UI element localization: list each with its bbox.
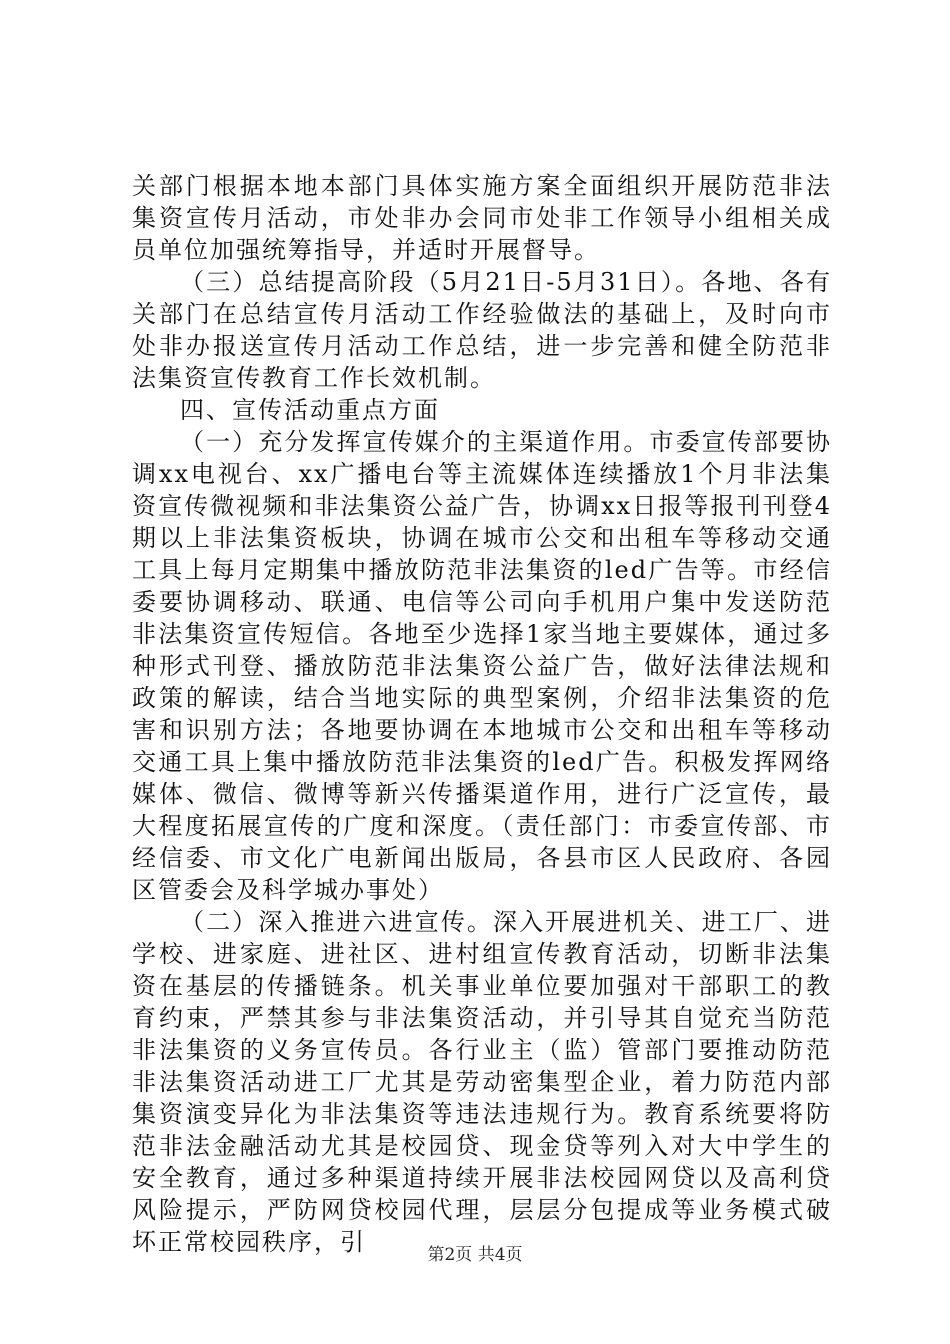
paragraph-3: （一）充分发挥宣传媒介的主渠道作用。市委宣传部要协调xx电视台、xx广播电台等主流媒体连续播放1个月非法集资宣传微视频和非法集资公益广告，协调xx日报等报刊刊登4期以上非法集资板块，协调在城市公交和出租车等移动交通工具上每月定期集中播放防范非法集资的led广告等。市经信委要协调移动、联通、电信等公司向手机用户集中发送防范非法集资宣传短信。各地至少选择1家当地主要媒体，通过多种形式刊登、播放防范非法集资公益广告，做好法律法规和政策的解读，结合当地实际的典型案例，介绍非法集资的危害和识别方法；各地要协调在本地城市公交和出租车等移动交通工具上集中播放防范非法集资的led广告。积极发挥网络媒体、微信、微博等新兴传播渠道作用，进行广泛宣传，最大程度拓展宣传的广度和深度。（责任部门：市委宣传部、市经信委、市文化广电新闻出版局，各县市区人民政府、各园区管委会及科学城办事处） [132,428,832,904]
document-body [132,170,832,1258]
paragraph-1: 关部门根据本地本部门具体实施方案全面组织开展防范非法集资宣传月活动，市处非办会同市处非工作领导小组相关成员单位加强统筹指导，并适时开展督导。 [132,172,832,264]
page-footer [0,1244,950,1266]
paragraph-2: （三）总结提高阶段（5月21日-5月31日）。各地、各有关部门在总结宣传月活动工作经验做法的基础上，及时向市处非办报送宣传月活动工作总结，进一步完善和健全防范非法集资宣传教育工作长效机制。 [132,268,832,392]
section-heading: 四、宣传活动重点方面 [180,396,440,424]
paragraph-4: （二）深入推进六进宣传。深入开展进机关、进工厂、进学校、进家庭、进社区、进村组宣传教育活动，切断非法集资在基层的传播链条。机关事业单位要加强对干部职工的教育约束，严禁其参与非法集资活动，并引导其自觉充当防范非法集资的义务宣传员。各行业主（监）管部门要推动防范非法集资活动进工厂尤其是劳动密集型企业，着力防范内部集资演变异化为非法集资等违法违规行为。教育系统要将防范非法金融活动尤其是校园贷、现金贷等列入对大中学生的安全教育，通过多种渠道持续开展非法校园网贷以及高利贷风险提示，严防网贷校园代理，层层分包提成等业务模式破坏正常校园秩序，引 [132,908,832,1256]
page-number: 第2页 共4页 [427,1245,523,1265]
